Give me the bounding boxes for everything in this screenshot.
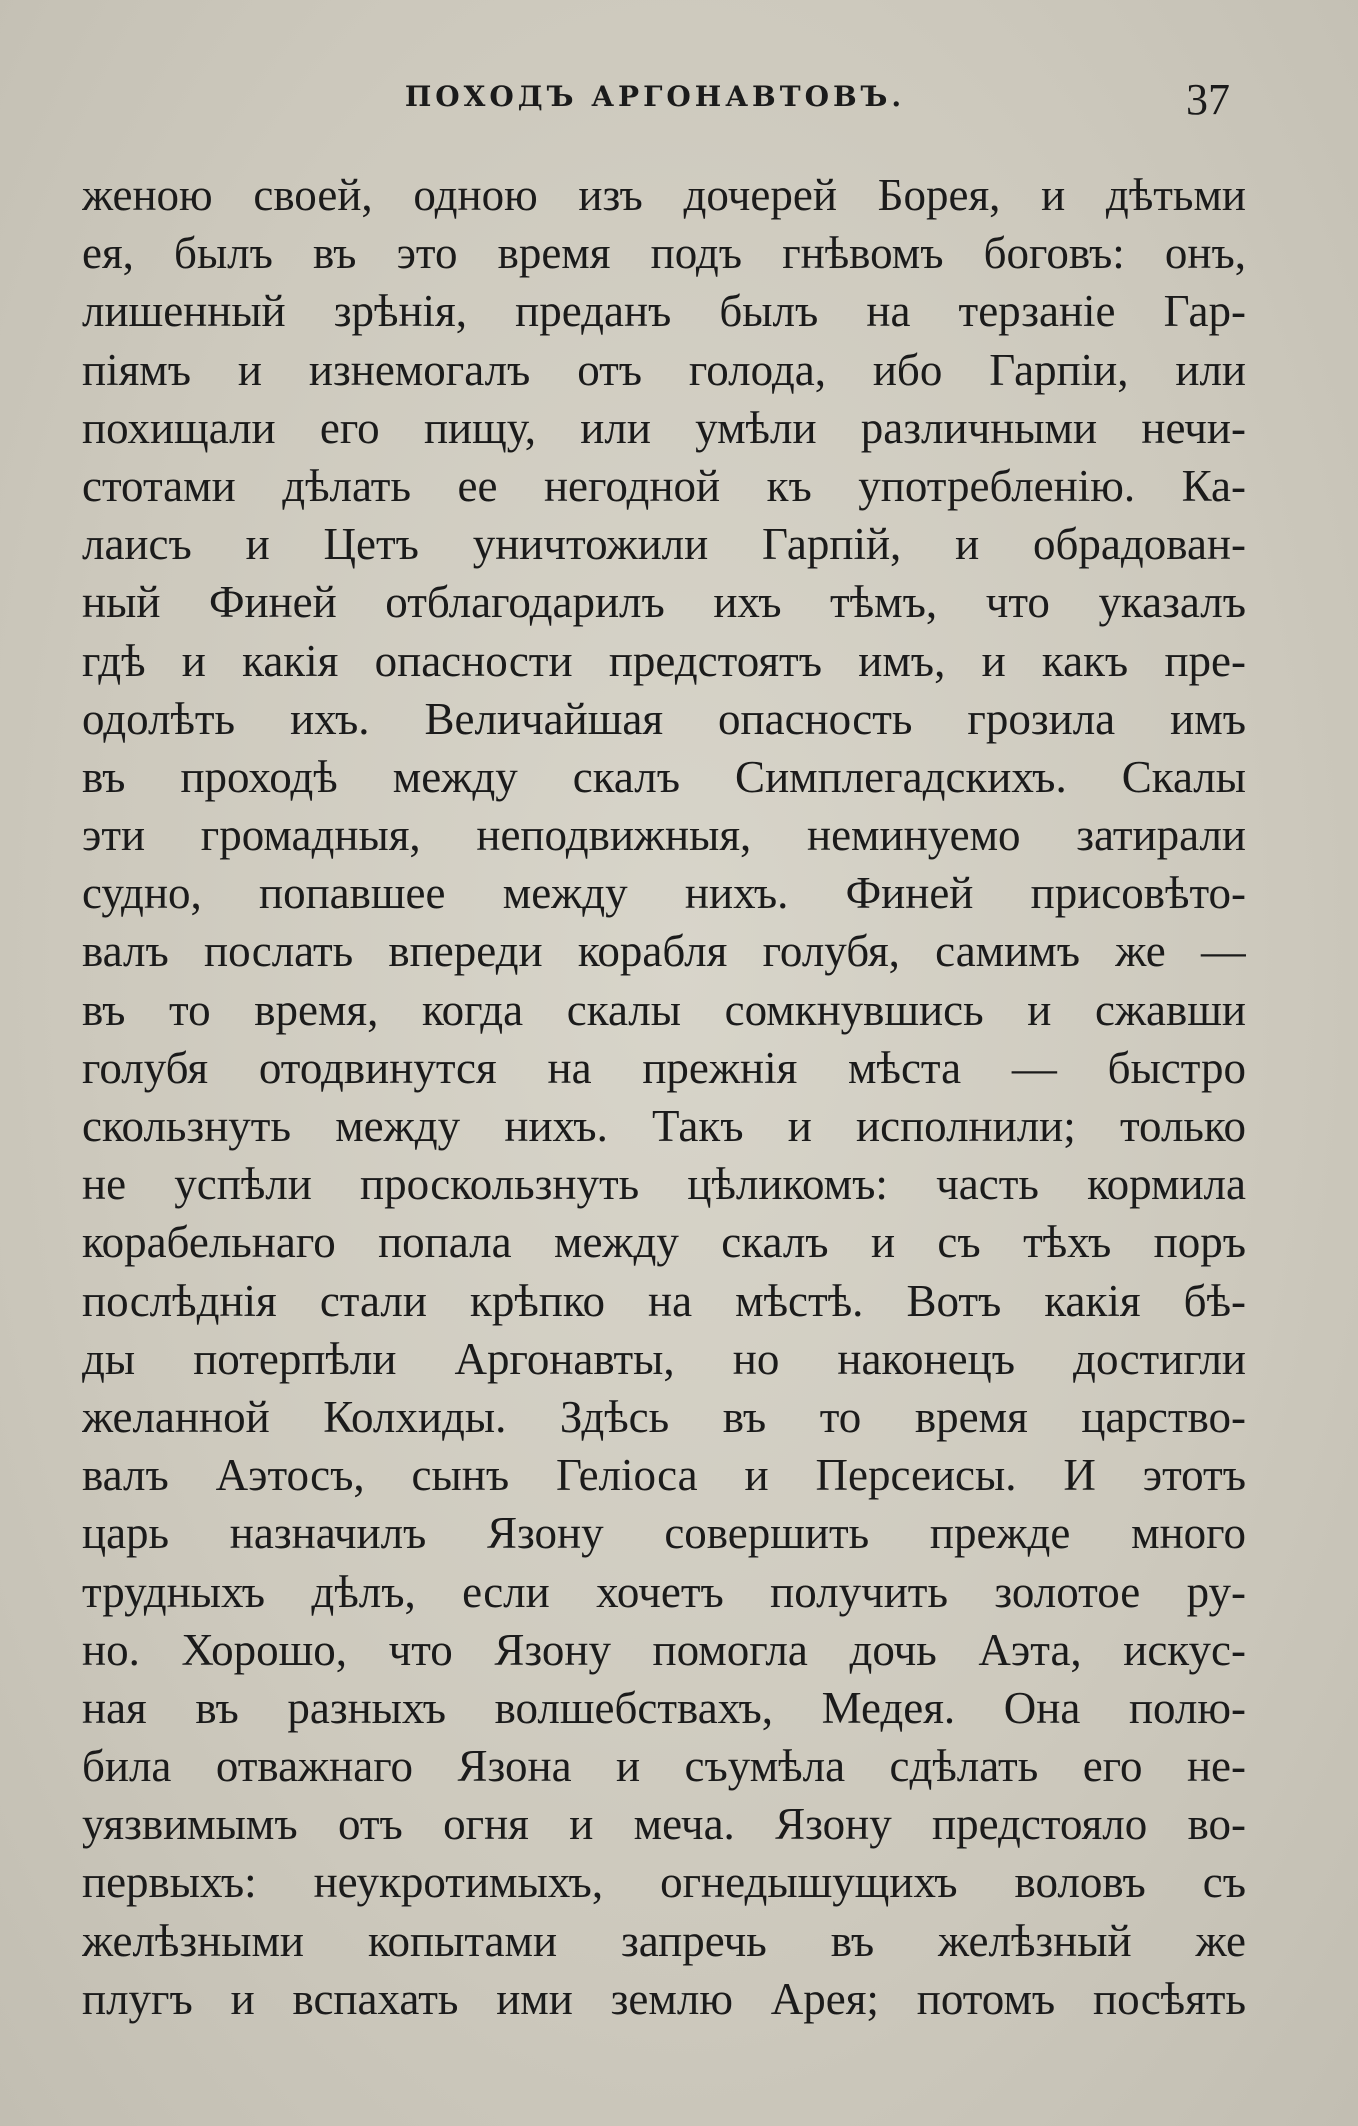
text-line: въ то время, когда скалы сомкнувшись и сжавши — [82, 984, 1246, 1035]
text-line: стотами дѣлать ее негодной къ употребленію. Ка- — [82, 460, 1246, 511]
text-line: валъ Аэтосъ, сынъ Геліоса и Персеисы. И этотъ — [82, 1450, 1246, 1501]
text-line: уязвимымъ отъ огня и меча. Язону предстояло во- — [82, 1799, 1246, 1850]
text-line: ная въ разныхъ волшебствахъ, Медея. Она полю- — [82, 1682, 1246, 1733]
body-text — [82, 166, 1246, 2028]
text-line: валъ послать впереди корабля голубя, самимъ же — — [82, 926, 1246, 977]
text-line: похищали его пищу, или умѣли различными нечи- — [82, 402, 1246, 453]
text-line: ный Финей отблагодарилъ ихъ тѣмъ, что указалъ — [82, 577, 1246, 628]
text-line: лишенный зрѣнія, преданъ былъ на терзаніе Гар- — [82, 286, 1246, 337]
text-line: ея, былъ въ это время подъ гнѣвомъ боговъ: онъ, — [82, 228, 1246, 279]
text-line: царь назначилъ Язону совершить прежде много — [82, 1508, 1246, 1559]
text-line: піямъ и изнемогалъ отъ голода, ибо Гарпіи, или — [82, 344, 1246, 395]
text-line: эти громадныя, неподвижныя, неминуемо затирали — [82, 810, 1246, 861]
text-line: гдѣ и какія опасности предстоятъ имъ, и какъ пре- — [82, 635, 1246, 686]
page-number: 37 — [1186, 75, 1230, 124]
text-line: била отважнаго Язона и съумѣла сдѣлать его не- — [82, 1741, 1246, 1792]
text-line: плугъ и вспахать ими землю Арея; потомъ посѣять — [82, 1973, 1246, 2024]
text-line: корабельнаго попала между скалъ и съ тѣхъ поръ — [82, 1217, 1246, 1268]
text-line: не успѣли проскользнуть цѣликомъ: часть кормила — [82, 1159, 1246, 1210]
text-line: ды потерпѣли Аргонавты, но наконецъ достигли — [82, 1333, 1246, 1384]
text-line: голубя отодвинутся на прежнія мѣста — быстро — [82, 1042, 1246, 1093]
text-line: одолѣть ихъ. Величайшая опасность грозила имъ — [82, 693, 1246, 744]
page-header — [80, 68, 1230, 128]
text-line: трудныхъ дѣлъ, если хочетъ получить золотое ру- — [82, 1566, 1246, 1617]
text-line: но. Хорошо, что Язону помогла дочь Аэта, искус- — [82, 1624, 1246, 1675]
text-line: въ проходѣ между скалъ Симплегадскихъ. Скалы — [82, 751, 1246, 802]
text-line: желѣзными копытами запречь въ желѣзный же — [82, 1915, 1246, 1966]
text-line: желанной Колхиды. Здѣсь въ то время царство- — [82, 1391, 1246, 1442]
text-line: лаисъ и Цетъ уничтожили Гарпій, и обрадован- — [82, 519, 1246, 570]
running-title: ПОХОДЪ АРГОНАВТОВЪ. — [404, 80, 906, 113]
text-line: судно, попавшее между нихъ. Финей присовѣто- — [82, 868, 1246, 919]
text-line: послѣднія стали крѣпко на мѣстѣ. Вотъ какія бѣ- — [82, 1275, 1246, 1326]
text-line: первыхъ: неукротимыхъ, огнедышущихъ воловъ съ — [82, 1857, 1246, 1908]
text-line: скользнуть между нихъ. Такъ и исполнили; только — [82, 1101, 1246, 1151]
text-line: женою своей, одною изъ дочерей Борея, и дѣтьми — [82, 170, 1246, 220]
